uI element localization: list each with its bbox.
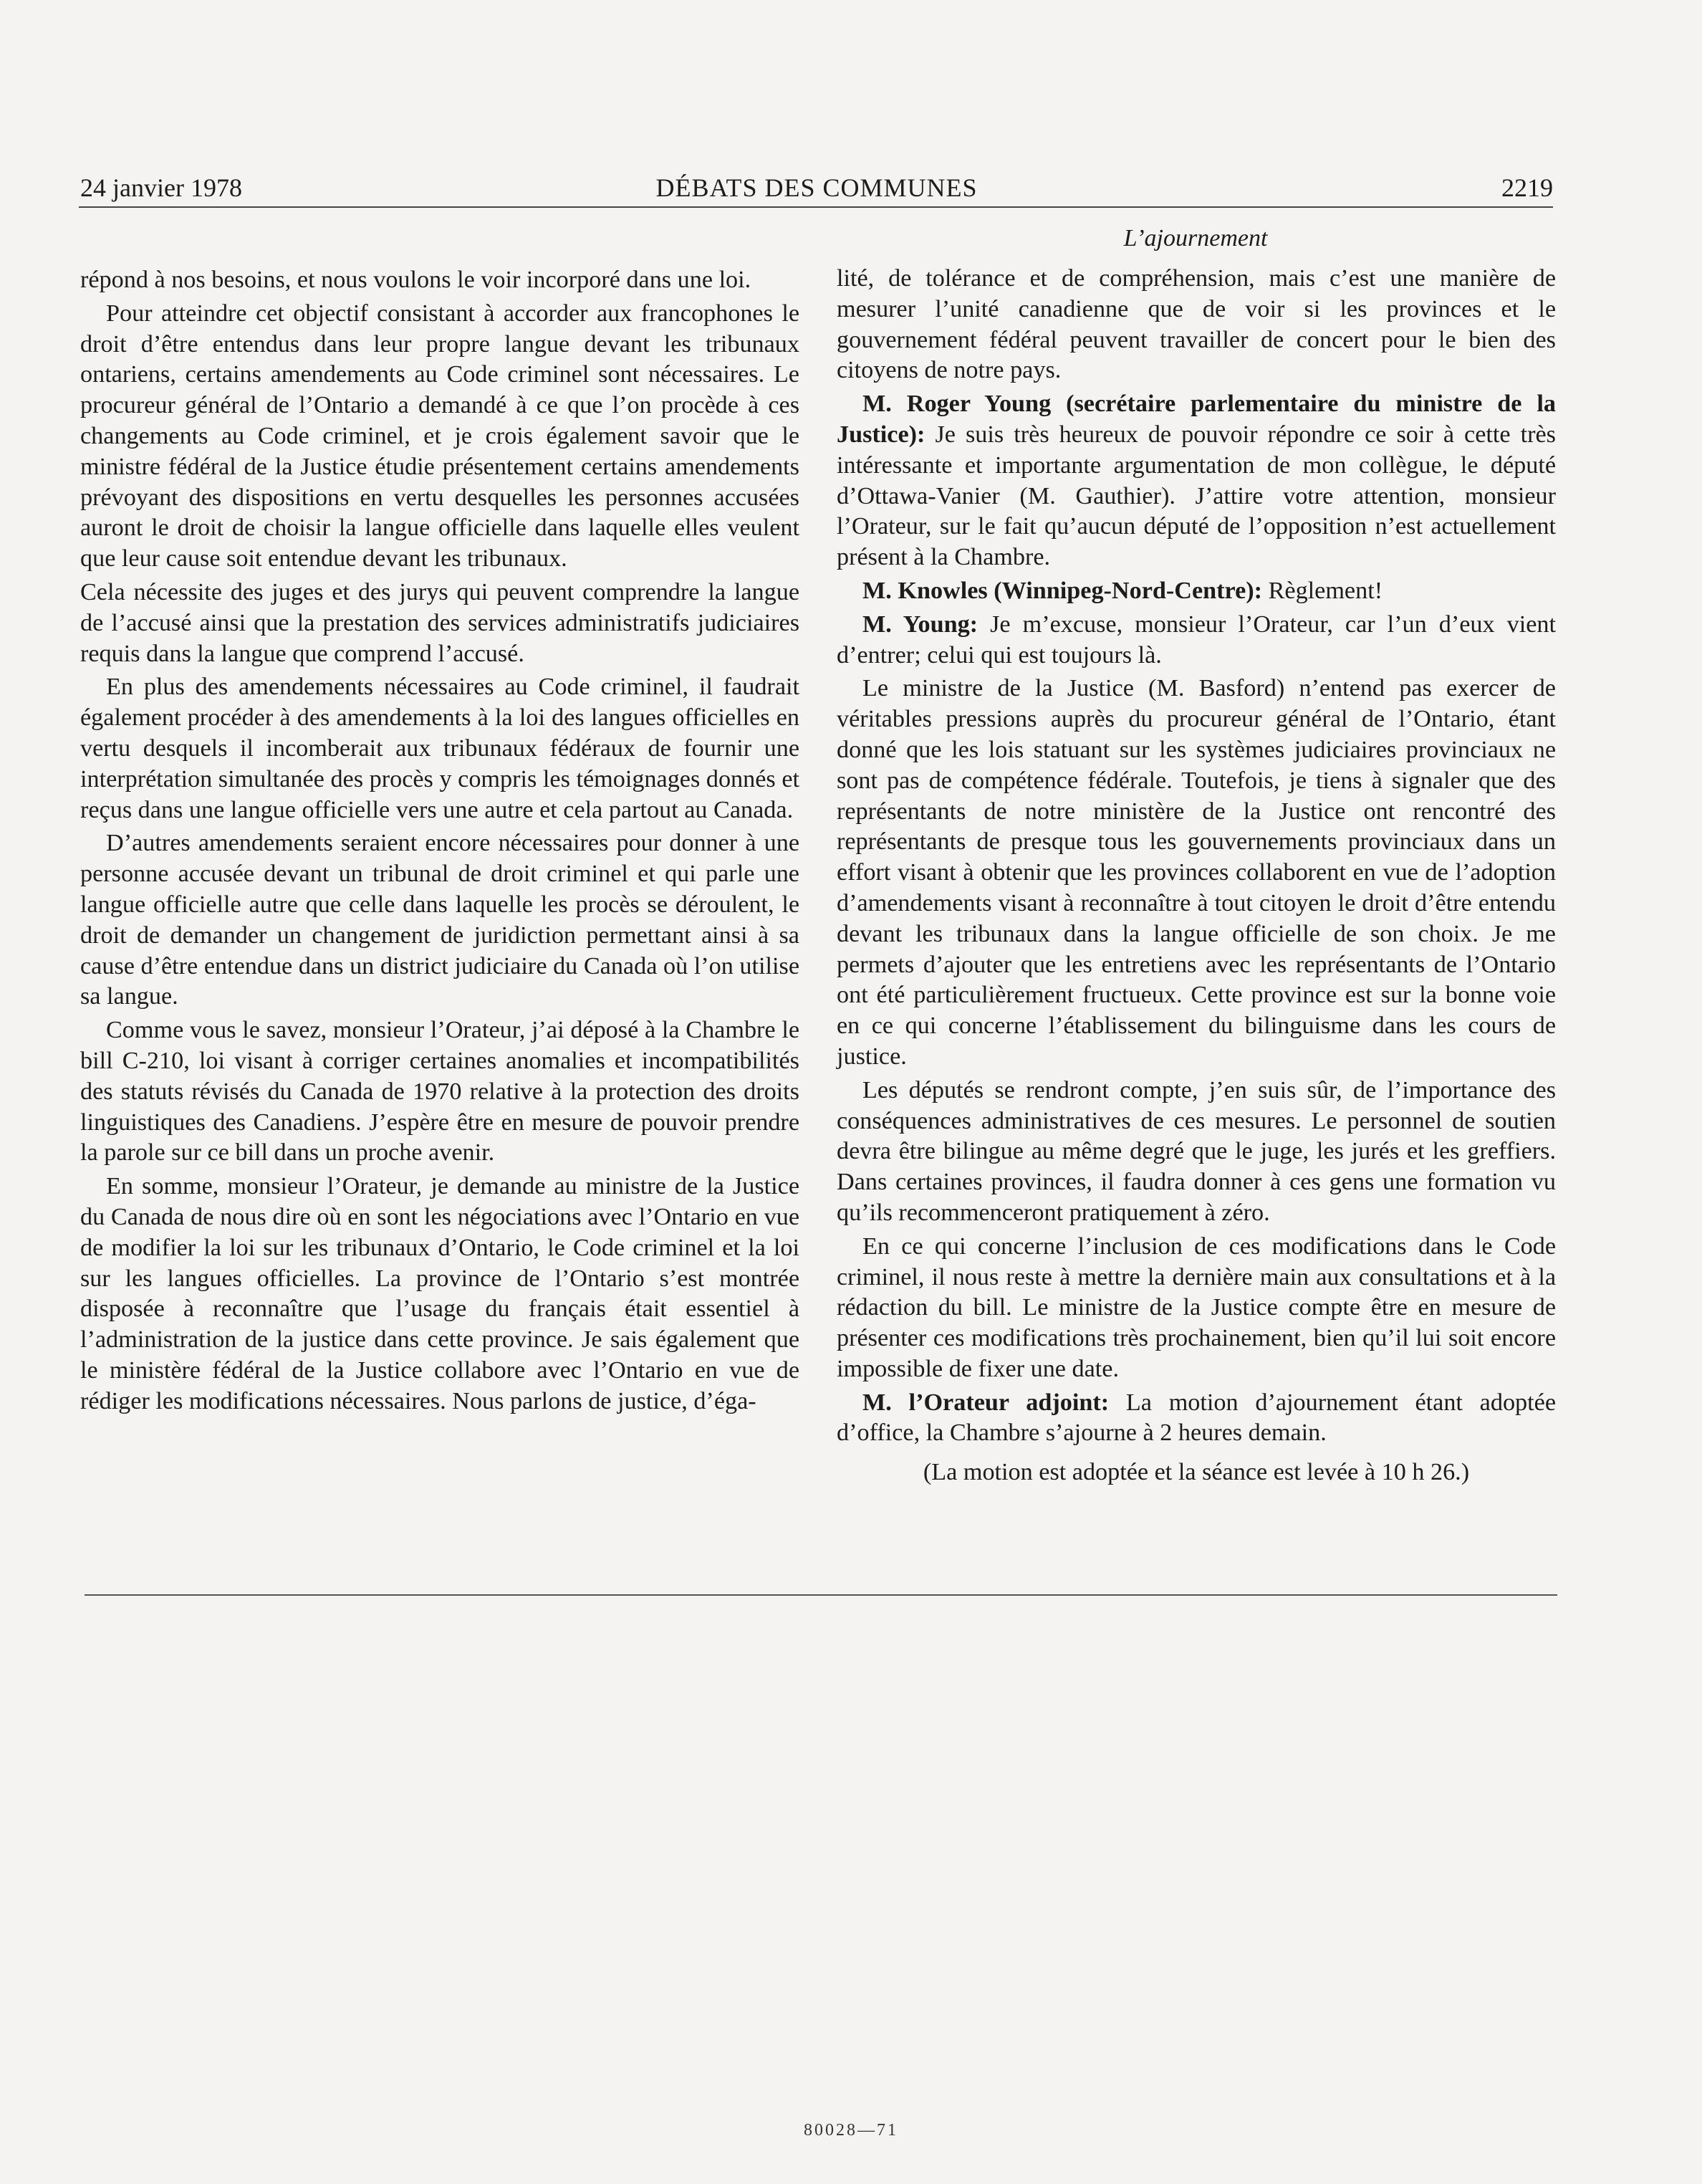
paragraph: Pour atteindre cet objectif consistant à accorder aux francophones le droit d’être entendus dans leur propre langue devant les tribunaux ontariens, certains amendements au Code criminel sont nécessaires. Le procureur général de l’Ontario a demandé à ce que l’on procède à ces changements au Code criminel, et je crois également savoir que le ministre fédéral de la Justice étudie présentement certains amendements prévoyant des dispositions en vertu desquelles les personnes accusées auront le droit de choisir la langue officielle dans laquelle elles veulent que leur cause soit entendue devant les tribunaux. xyxy=(80,300,799,573)
paragraph: lité, de tolérance et de compréhension, mais c’est une manière de mesurer l’unité canadienne que de voir si les provinces et le gouvernement fédéral peuvent travailler de concert pour le bien des citoyens de notre pays. xyxy=(837,265,1556,384)
speech-text: La motion d’ajournement étant adoptée d’office, la Chambre s’ajourne à 2 heures demain. xyxy=(837,1389,1556,1447)
header-date: 24 janvier 1978 xyxy=(80,173,242,202)
page-header xyxy=(80,168,1553,208)
paragraph: répond à nos besoins, et nous voulons le voir incorporé dans une loi. xyxy=(80,267,751,293)
speech-text: Je suis très heureux de pouvoir répondre ce soir à cette très intéressante et importante argumentation de mon collègue, le député d’Ottawa-Vanier (M. Gauthier). J’attire votre attention, monsieur l’Orateur, sur le fait qu’aucun député de l’opposition n’est actuellement présent à la Chambre. xyxy=(837,421,1556,571)
header-page-number: 2219 xyxy=(1501,173,1553,202)
paragraph: En somme, monsieur l’Orateur, je demande au ministre de la Justice du Canada de nous dire où en sont les négociations avec l’Ontario en vue de modifier la loi sur les tribunaux d’Ontario, le Code criminel et la loi sur les langues officielles. La province de l’Ontario s’est montrée disposée à reconnaître que l’usage du français était essentiel à l’administration de la justice dans cette province. Je sais également que le ministère fédéral de la Justice collabore avec l’Ontario en vue de rédiger les modifications nécessaires. Nous parlons de justice, d’éga- xyxy=(80,1173,799,1414)
speaker-name: M. Roger Young (secrétaire parlementaire du ministre de la Justice): xyxy=(837,391,1556,448)
paragraph: Les députés se rendront compte, j’en suis sûr, de l’importance des conséquences administratives de ces mesures. Le personnel de soutien devra être bilingue au même degré que le juge, les jurés et les greffiers. Dans certaines provinces, il faudra donner à ces gens une formation vu qu’ils recommenceront pratiquement à zéro. xyxy=(837,1076,1556,1226)
paragraph: Comme vous le savez, monsieur l’Orateur, j’ai déposé à la Chambre le bill C-210, loi visant à corriger certaines anomalies et incompatibilités des statuts révisés du Canada de 1970 relative à la protection des droits linguistiques des Canadiens. J’espère être en mesure de pouvoir prendre la parole sur ce bill dans un proche avenir. xyxy=(80,1017,799,1167)
speech-text: Règlement! xyxy=(1262,577,1383,604)
speech-paragraph xyxy=(837,610,1556,671)
speaker-name: M. l’Orateur adjoint: xyxy=(862,1389,1110,1416)
paragraph: D’autres amendements seraient encore nécessaires pour donner à une personne accusée devant un tribunal de droit criminel et qui parle une langue officielle autre que celle dans laquelle les procès se déroulent, le droit de demander un changement de juridiction permettant ainsi à sa cause d’être entendue dans un district judiciaire du Canada où l’on utilise sa langue. xyxy=(80,830,799,1010)
speaker-name: M. Young: xyxy=(862,610,979,638)
header-rule xyxy=(79,206,1553,208)
right-column xyxy=(837,264,1556,1491)
speech-paragraph xyxy=(837,389,1556,573)
closing-note: (La motion est adoptée et la séance est levée à 10 h 26.) xyxy=(923,1459,1470,1486)
paragraph: Cela nécessite des juges et des jurys qui peuvent comprendre la langue de l’accusé ainsi que la prestation des services administratifs judiciaires requis dans la langue que comprend l’accusé. xyxy=(80,578,799,667)
speaker-name: M. Knowles (Winnipeg-Nord-Centre): xyxy=(862,577,1263,604)
left-column xyxy=(80,265,799,1419)
paragraph: Le ministre de la Justice (M. Basford) n’entend pas exercer de véritables pressions auprès du procureur général de l’Ontario, étant donné que les lois statuant sur les systèmes judiciaires provinciaux ne sont pas de compétence fédérale. Toutefois, je tiens à signaler que des représentants de notre ministère de la Justice ont rencontré des représentants de presque tous les gouvernements provinciaux dans un effort visant à obtenir que les provinces collaborent en vue de l’adoption d’amendements visant à reconnaître à tout citoyen le droit d’être entendu devant les tribunaux dans la langue officielle de son choix. Je me permets d’ajouter que les entretiens avec les représentants de l’Ontario ont été particulièrement fructueux. Cette province est sur la bonne voie en ce qui concerne l’établissement du bilinguisme dans les cours de justice. xyxy=(837,675,1556,1070)
section-title: L’ajournement xyxy=(1123,225,1268,252)
printer-code: 80028—71 xyxy=(804,2121,898,2140)
speech-text: Je m’excuse, monsieur l’Orateur, car l’un d’eux vient d’entrer; celui qui est toujours là. xyxy=(837,610,1556,669)
paragraph: En plus des amendements nécessaires au Code criminel, il faudrait également procéder à des amendements à la loi des langues officielles en vertu desquels il incomberait aux tribunaux fédéraux de fournir une interprétation simultanée des procès y compris les témoignages donnés et reçus dans une langue officielle vers une autre et cela partout au Canada. xyxy=(80,674,799,823)
header-title: DÉBATS DES COMMUNES xyxy=(655,173,978,202)
closing-rule xyxy=(85,1594,1557,1596)
speech-paragraph xyxy=(837,1388,1556,1450)
speech-paragraph xyxy=(837,576,1556,607)
paragraph: En ce qui concerne l’inclusion de ces modifications dans le Code criminel, il nous reste à mettre la dernière main aux consultations et à la rédaction du bill. Le ministre de la Justice compte être en mesure de présenter ces modifications très prochainement, bien qu’il lui soit encore impossible de fixer une date. xyxy=(837,1232,1556,1382)
